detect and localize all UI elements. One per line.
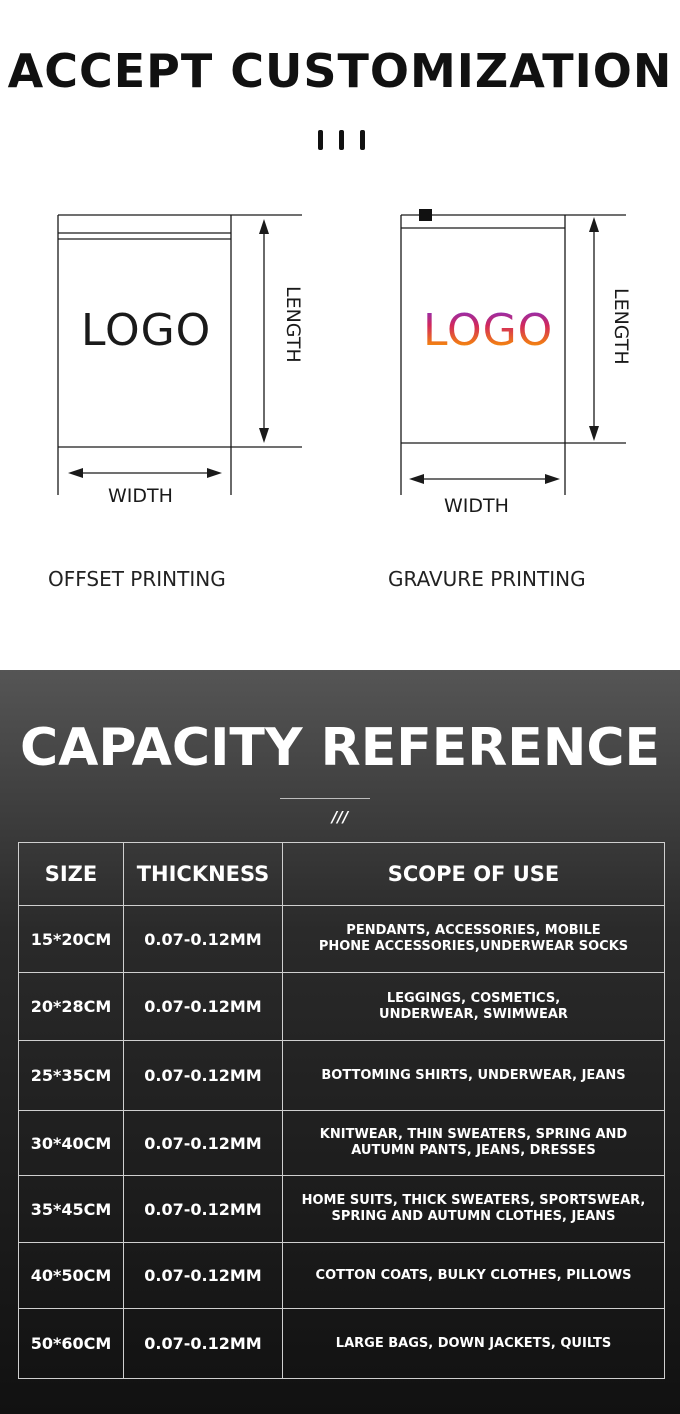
table-row: [19, 1176, 665, 1243]
scope-cell: [283, 906, 665, 973]
table-header-row: [19, 843, 665, 906]
scope-line: AUTUMN PANTS, JEANS, DRESSES: [351, 1143, 596, 1158]
size-cell: 35*45CM: [19, 1176, 124, 1243]
table-row: [19, 1309, 665, 1379]
scope-line: LARGE BAGS, DOWN JACKETS, QUILTS: [335, 1335, 612, 1351]
title-underline: [280, 798, 370, 799]
offset-printing-caption: OFFSET PRINTING: [48, 567, 226, 591]
scope-line: HOME SUITS, THICK SWEATERS, SPORTSWEAR,: [301, 1193, 646, 1208]
scope-line: LEGGINGS, COSMETICS,: [386, 990, 561, 1006]
scope-line: KNITWEAR, THIN SWEATERS, SPRING AND: [319, 1127, 628, 1142]
offset-length-label: LENGTH: [282, 286, 304, 363]
table-row: [19, 1041, 665, 1111]
thickness-cell: 0.07-0.12MM: [124, 1111, 283, 1176]
header-size: SIZE: [19, 843, 124, 906]
customization-section: [0, 0, 680, 670]
scope-cell: [283, 1243, 665, 1309]
thickness-cell: 0.07-0.12MM: [124, 973, 283, 1041]
table-row: [19, 973, 665, 1041]
thickness-cell: 0.07-0.12MM: [124, 1041, 283, 1111]
size-cell: 15*20CM: [19, 906, 124, 973]
scope-cell: [283, 1309, 665, 1379]
capacity-table: [18, 842, 665, 1379]
size-cell: 30*40CM: [19, 1111, 124, 1176]
header-thickness: THICKNESS: [124, 843, 283, 906]
size-cell: 25*35CM: [19, 1041, 124, 1111]
thickness-cell: 0.07-0.12MM: [124, 1176, 283, 1243]
scope-line: PHONE ACCESSORIES,UNDERWEAR SOCKS: [318, 939, 629, 954]
offset-width-label: WIDTH: [108, 485, 173, 507]
size-cell: 20*28CM: [19, 973, 124, 1041]
gravure-width-label: WIDTH: [444, 495, 509, 517]
scope-line: UNDERWEAR, SWIMWEAR: [379, 1006, 568, 1022]
scope-line: PENDANTS, ACCESSORIES, MOBILE: [346, 923, 601, 938]
gravure-printing-caption: GRAVURE PRINTING: [388, 567, 586, 591]
table-row: [19, 1111, 665, 1176]
thickness-cell: 0.07-0.12MM: [124, 1243, 283, 1309]
scope-cell: [283, 973, 665, 1041]
gravure-length-label: LENGTH: [610, 288, 632, 365]
header-scope: SCOPE OF USE: [283, 843, 665, 906]
thickness-cell: 0.07-0.12MM: [124, 1309, 283, 1379]
table-row: [19, 1243, 665, 1309]
capacity-title: CAPACITY REFERENCE: [19, 718, 661, 778]
table-body: [19, 906, 665, 1379]
size-cell: 40*50CM: [19, 1243, 124, 1309]
gravure-logo-text: LOGO: [423, 305, 554, 356]
customization-title: ACCEPT CUSTOMIZATION: [7, 44, 673, 98]
scope-cell: [283, 1111, 665, 1176]
scope-cell: [283, 1041, 665, 1111]
size-cell: 50*60CM: [19, 1309, 124, 1379]
thickness-cell: 0.07-0.12MM: [124, 906, 283, 973]
capacity-section: [0, 670, 680, 1414]
scope-line: COTTON COATS, BULKY CLOTHES, PILLOWS: [315, 1267, 632, 1283]
slash-ornament: ///: [331, 808, 349, 826]
table-row: [19, 906, 665, 973]
offset-logo-text: LOGO: [81, 305, 212, 356]
scope-line: BOTTOMING SHIRTS, UNDERWEAR, JEANS: [321, 1067, 626, 1083]
scope-line: SPRING AND AUTUMN CLOTHES, JEANS: [331, 1209, 616, 1224]
scope-cell: [283, 1176, 665, 1243]
